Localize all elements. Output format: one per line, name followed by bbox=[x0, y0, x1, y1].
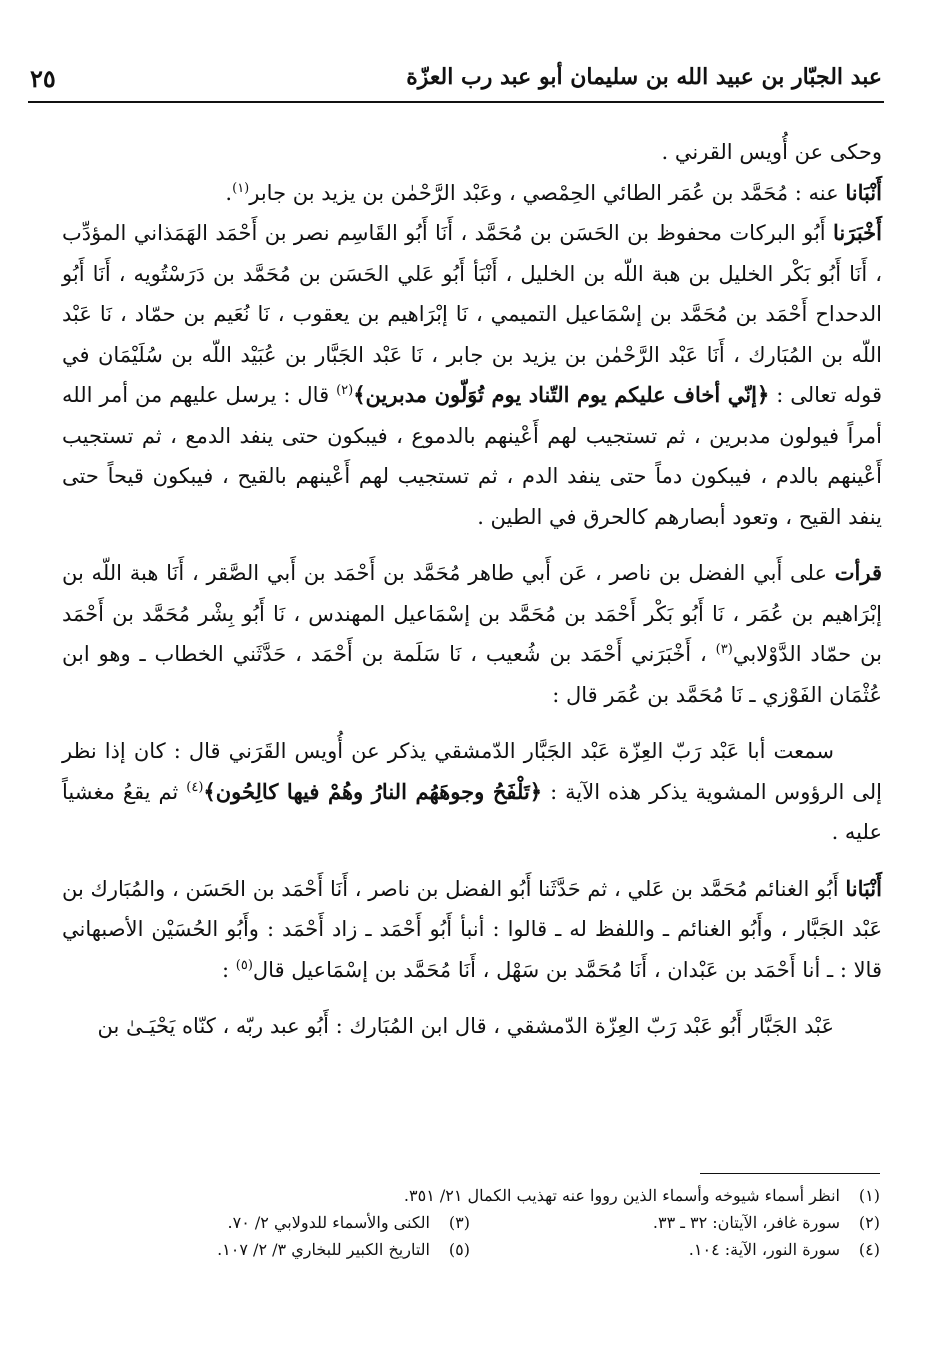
paragraph bbox=[62, 731, 882, 853]
footnote-marker: (٤) bbox=[186, 779, 204, 795]
footnote-number: (٣) bbox=[448, 1213, 470, 1232]
paragraph-text: سمعت أبا عَبْد رَبّ العِزّة عَبْد الجَبَّار الدّمشقي يذكر عن أُويس القَرَني قال : كان إذا نظر إلى الرؤوس المشوية يذكر هذه الآية : bbox=[62, 739, 883, 804]
footnote-row bbox=[60, 1209, 880, 1236]
footnote-marker: (١) bbox=[232, 180, 250, 196]
footnote-number: (١) bbox=[858, 1186, 880, 1205]
isnad-lead-word: أَخْبَرَنا bbox=[833, 220, 882, 245]
footnote-rule bbox=[700, 1173, 880, 1174]
paragraph bbox=[62, 553, 882, 715]
footnote-text: سورة غافر، الآيتان: ٣٢ ـ ٣٣. bbox=[652, 1213, 840, 1232]
footnote bbox=[60, 1182, 880, 1209]
footnote-marker: (٣) bbox=[715, 642, 733, 657]
paragraph bbox=[62, 213, 882, 537]
quran-verse: ﴿تَلْفَحُ وجوهَهُم النارُ وهُمْ فيها كالِحُون﴾ bbox=[203, 778, 543, 804]
footnote bbox=[60, 1209, 470, 1236]
isnad-lead-word: أَنْبَانا bbox=[845, 179, 882, 205]
footnote-row bbox=[60, 1236, 880, 1263]
footnote-text: الكنى والأسماء للدولابي ٢/ ٧٠. bbox=[227, 1213, 430, 1232]
header-rule bbox=[28, 101, 884, 103]
running-title: عبد الجبّار بن عبيد الله بن سليمان أبو عبد رب العزّة bbox=[406, 64, 882, 90]
footnote-text: انظر أسماء شيوخه وأسماء الذين رووا عنه تهذيب الكمال ٢١/ ٣٥١. bbox=[403, 1186, 840, 1205]
paragraph-text: عنه : مُحَمَّد بن عُمَر الطائي الحِمْصي ، وعَبْد الرَّحْمٰن بن يزيد بن جابر bbox=[249, 180, 846, 205]
quran-verse: ﴿إنّي أخاف عليكم يوم التّناد يوم تُوَلّون مدبرين﴾ bbox=[353, 382, 770, 407]
isnad-lead-word: أَنْبَانا bbox=[845, 875, 882, 901]
page-header bbox=[30, 58, 882, 102]
paragraph bbox=[62, 132, 882, 173]
paragraph-text: وحكى عن أُويس القرني . bbox=[661, 140, 882, 164]
paragraph-text: ، أَخْبَرَني أَحْمَد بن شُعيب ، نَا سَلَمة بن أَحْمَد ، حَدَّثَني الخطاب ـ وهو ابن عُثْمَان الفَوْزي ـ نَا مُحَمَّد بن عُمَر قال : bbox=[62, 642, 882, 707]
footnotes bbox=[60, 1182, 880, 1263]
page-number: ٢٥ bbox=[30, 64, 56, 93]
paragraph-text: على أَبي الفضل بن ناصر ، عَن أَبي طاهر مُحَمَّد بن أَحْمَد بن أَبي الصَّقر ، أَنَا هبة اللّه بن إبْرَاهيم بن عُمَر ، نَا أَبُو بَكْر أَحْمَد بن مُحَمَّد بن إسْمَاعيل المهندس ، نَا أَبُو بِشْر مُحَمَّد بن أَحْمَد بن حمّاد الدَّوْلابي bbox=[62, 561, 882, 666]
paragraph-text: أَبُو البركات محفوظ بن الحَسَن بن مُحَمَّد ، أَنَا أَبُو القَاسِم نصر بن أَحْمَد الهَمَذاني المؤدِّب ، أَنَا أَبُو بَكْر الخليل بن هبة اللّه بن الخليل ، أَنْبَأ أَبُو عَلي الحَسَن بن مُحَمَّد بن دَرَسْتُويه ، أَنَا أَبُو الدحداح أَحْمَد بن مُحَمَّد بن إسْمَاعيل التميمي ، نَا إبْرَاهيم بن يعقوب ، نَا نُعَيم بن حمّاد ، نَا عَبْد اللّه بن المُبَارك ، أَنَا عَبْد الرَّحْمٰن بن يزيد بن جابر ، نَا عَبْد الجَبَّار بن عُبَيْد اللّه بن سُلَيْمَان في قوله تعالى : bbox=[62, 221, 882, 407]
footnote-marker: (٢) bbox=[336, 383, 354, 398]
footnote-row bbox=[60, 1182, 880, 1209]
footnote bbox=[470, 1236, 880, 1263]
footnote bbox=[470, 1209, 880, 1236]
paragraph-text: : bbox=[222, 957, 236, 982]
footnote-text: التاريخ الكبير للبخاري ٣/ ٢/ ١٠٧. bbox=[217, 1240, 430, 1259]
paragraph-text: عَبْد الجَبَّار أَبُو عَبْد رَبّ العِزّة الدّمشقي ، قال ابن المُبَارك : أَبُو عبد ربّه ، كنّاه يَحْيَـىٰ بن bbox=[97, 1014, 834, 1038]
paragraph-text: . bbox=[225, 180, 233, 205]
paragraph bbox=[62, 173, 882, 214]
paragraph-text: قال : يرسل عليهم من أمر الله أمراً فيولون مدبرين ، ثم تستجيب لهم أَعْينهم بالدموع ، فيبكون حتى ينفد الدمع ، ثم تستجيب أَعْينهم بالدم ، فيبكون دماً حتى ينفد الدم ، ثم تستجيب لهم أَعْينهم بالقيح ، فيبكون قيحاً حتى ينفد القيح ، وتعود أبصارهم كالحرق في الطين . bbox=[62, 383, 882, 529]
paragraph-text: أَبُو الغنائم مُحَمَّد بن عَلي ، ثم حَدَّثَنا أَبُو الفضل بن ناصر ، أَنَا أَحْمَد بن الحَسَن ، والمُبَارك بن عَبْد الجَبَّار ، وأَبُو الغنائم ـ واللفظ له ـ قالوا : أنبأ أَبُو أَحْمَد ـ زاد أَحْمَد : وأَبُو الحُسَيْن الأصبهاني قالا : ـ أنا أَحْمَد بن عَبْدان ، أَنَا مُحَمَّد بن سَهْل ، أَنَا مُحَمَّد بن إسْمَاعيل قال bbox=[62, 876, 882, 982]
footnote-number: (٥) bbox=[448, 1240, 470, 1259]
main-text bbox=[62, 132, 882, 1047]
paragraph-text: ثم يقعُ مغشياً عليه . bbox=[62, 779, 882, 844]
footnote-text: سورة النور، الآية: ١٠٤. bbox=[688, 1240, 840, 1259]
footnote-number: (٤) bbox=[858, 1240, 880, 1259]
footnote-number: (٢) bbox=[858, 1213, 880, 1232]
paragraph bbox=[62, 1006, 882, 1047]
footnote bbox=[60, 1236, 470, 1263]
isnad-lead-word: قرأت bbox=[834, 560, 882, 585]
footnote-marker: (٥) bbox=[235, 957, 253, 973]
paragraph bbox=[62, 869, 882, 991]
